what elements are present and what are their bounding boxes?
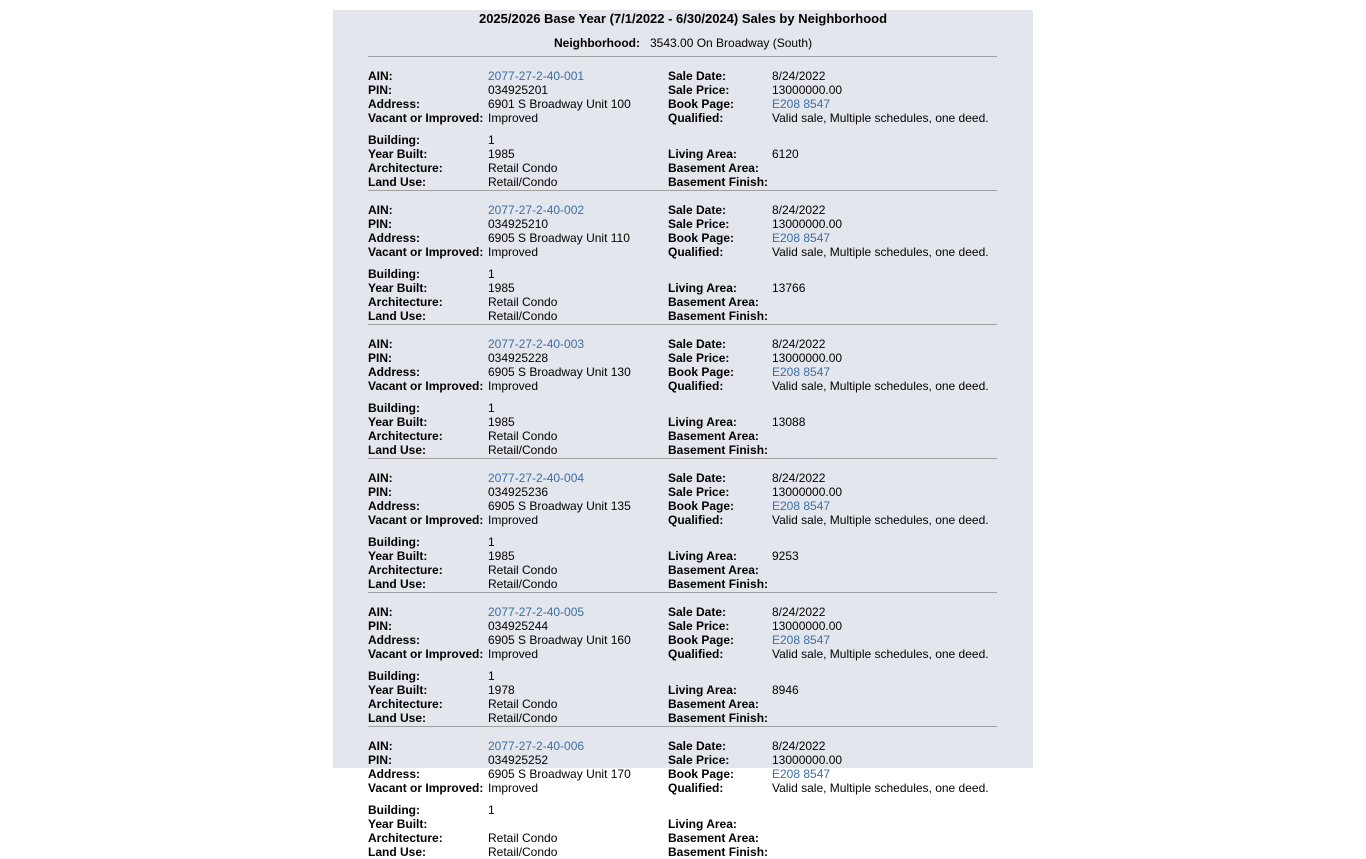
basement-area-label: Basement Area: — [668, 161, 759, 175]
basement-finish-label: Basement Finish: — [668, 175, 769, 189]
pin-label: PIN: — [368, 83, 392, 97]
address-label: Address: — [368, 633, 421, 647]
land-use-label: Land Use: — [368, 577, 427, 591]
year-built-value: 1985 — [488, 147, 515, 161]
report-page — [333, 10, 1033, 859]
address-label: Address: — [368, 499, 421, 513]
basement-area-label: Basement Area: — [668, 831, 759, 845]
address-label: Address: — [368, 231, 421, 245]
ain-link[interactable]: 2077-27-2-40-005 — [488, 605, 585, 619]
record-row — [368, 471, 1028, 485]
land-use-label: Land Use: — [368, 711, 427, 725]
living-area-value: 8946 — [772, 683, 799, 697]
land-use-value: Retail/Condo — [488, 845, 558, 859]
sale-price-label: Sale Price: — [668, 351, 730, 365]
address-value: 6905 S Broadway Unit 110 — [488, 231, 630, 245]
neighborhood-value: 3543.00 On Broadway (South) — [649, 36, 813, 50]
basement-area-label: Basement Area: — [668, 563, 759, 577]
record-row — [368, 767, 1028, 781]
record-row — [368, 231, 1028, 245]
record-row — [368, 203, 1028, 217]
record-row — [368, 563, 1028, 577]
land-use-value: Retail/Condo — [488, 443, 558, 457]
ain-link[interactable]: 2077-27-2-40-002 — [488, 203, 585, 217]
vacant-label: Vacant or Improved: — [368, 111, 484, 125]
record-row — [368, 499, 1028, 513]
record-row — [368, 619, 1028, 633]
sale-price-label: Sale Price: — [668, 83, 730, 97]
record-row — [368, 415, 1028, 429]
vacant-value: Improved — [488, 647, 539, 661]
sale-date-value: 8/24/2022 — [772, 739, 826, 753]
record-row — [368, 281, 1028, 295]
land-use-value: Retail/Condo — [488, 577, 558, 591]
book-page-link[interactable]: E208 8547 — [772, 767, 831, 781]
living-area-label: Living Area: — [668, 683, 737, 697]
address-value: 6901 S Broadway Unit 100 — [488, 97, 631, 111]
architecture-label: Architecture: — [368, 697, 443, 711]
book-page-label: Book Page: — [668, 365, 735, 379]
record-row — [368, 753, 1028, 767]
qualified-value: Valid sale, Multiple schedules, one deed. — [772, 111, 989, 125]
land-use-label: Land Use: — [368, 309, 427, 323]
record-row — [368, 69, 1028, 83]
pin-value: 034925228 — [488, 351, 549, 365]
book-page-label: Book Page: — [668, 231, 735, 245]
building-value: 1 — [488, 133, 495, 147]
basement-area-label: Basement Area: — [668, 429, 759, 443]
book-page-label: Book Page: — [668, 499, 735, 513]
sale-price-value: 13000000.00 — [772, 619, 843, 633]
architecture-value: Retail Condo — [488, 429, 558, 443]
record-row — [368, 711, 1028, 725]
record-row — [368, 831, 1028, 845]
ain-link[interactable]: 2077-27-2-40-003 — [488, 337, 585, 351]
sale-date-label: Sale Date: — [668, 605, 727, 619]
building-label: Building: — [368, 803, 420, 817]
architecture-label: Architecture: — [368, 563, 443, 577]
neighborhood-line — [554, 36, 812, 50]
land-use-label: Land Use: — [368, 443, 427, 457]
record-row — [368, 161, 1028, 175]
book-page-link[interactable]: E208 8547 — [772, 633, 831, 647]
pin-value: 034925201 — [488, 83, 549, 97]
record-row — [368, 245, 1028, 259]
vacant-label: Vacant or Improved: — [368, 379, 484, 393]
address-label: Address: — [368, 767, 421, 781]
building-label: Building: — [368, 401, 420, 415]
year-built-value: 1978 — [488, 683, 515, 697]
vacant-label: Vacant or Improved: — [368, 245, 484, 259]
sale-date-value: 8/24/2022 — [772, 471, 826, 485]
record-row — [368, 669, 1028, 683]
book-page-label: Book Page: — [668, 767, 735, 781]
address-value: 6905 S Broadway Unit 135 — [488, 499, 631, 513]
building-label: Building: — [368, 133, 420, 147]
basement-finish-label: Basement Finish: — [668, 443, 769, 457]
pin-value: 034925252 — [488, 753, 549, 767]
sale-date-label: Sale Date: — [668, 69, 727, 83]
record-row — [368, 485, 1028, 499]
living-area-label: Living Area: — [668, 549, 737, 563]
record-row — [368, 739, 1028, 753]
record-row — [368, 549, 1028, 563]
book-page-link[interactable]: E208 8547 — [772, 231, 831, 245]
qualified-label: Qualified: — [668, 647, 724, 661]
record-row — [368, 133, 1028, 147]
sale-price-label: Sale Price: — [668, 753, 730, 767]
architecture-value: Retail Condo — [488, 697, 558, 711]
year-built-label: Year Built: — [368, 817, 428, 831]
pin-label: PIN: — [368, 753, 392, 767]
land-use-value: Retail/Condo — [488, 175, 558, 189]
sale-price-value: 13000000.00 — [772, 485, 843, 499]
vacant-value: Improved — [488, 781, 539, 795]
record-row — [368, 379, 1028, 393]
record-row — [368, 683, 1028, 697]
sale-price-value: 13000000.00 — [772, 351, 843, 365]
vacant-value: Improved — [488, 513, 539, 527]
address-value: 6905 S Broadway Unit 170 — [488, 767, 631, 781]
year-built-label: Year Built: — [368, 281, 428, 295]
record-row — [368, 633, 1028, 647]
architecture-label: Architecture: — [368, 429, 443, 443]
record-row — [368, 111, 1028, 125]
land-use-label: Land Use: — [368, 845, 427, 859]
sale-record — [368, 725, 1028, 858]
ain-link[interactable]: 2077-27-2-40-001 — [488, 69, 585, 83]
record-row — [368, 647, 1028, 661]
sale-date-label: Sale Date: — [668, 471, 727, 485]
record-row — [368, 535, 1028, 549]
ain-label: AIN: — [368, 739, 393, 753]
address-label: Address: — [368, 365, 421, 379]
architecture-label: Architecture: — [368, 831, 443, 845]
book-page-link[interactable]: E208 8547 — [772, 365, 831, 379]
year-built-value: 1985 — [488, 415, 515, 429]
sale-date-value: 8/24/2022 — [772, 605, 826, 619]
basement-area-label: Basement Area: — [668, 697, 759, 711]
record-row — [368, 351, 1028, 365]
building-label: Building: — [368, 669, 420, 683]
book-page-link[interactable]: E208 8547 — [772, 499, 831, 513]
qualified-value: Valid sale, Multiple schedules, one deed. — [772, 379, 989, 393]
building-value: 1 — [488, 401, 495, 415]
vacant-value: Improved — [488, 379, 539, 393]
qualified-label: Qualified: — [668, 513, 724, 527]
vacant-label: Vacant or Improved: — [368, 513, 484, 527]
land-use-value: Retail/Condo — [488, 711, 558, 725]
pin-label: PIN: — [368, 351, 392, 365]
sale-record — [368, 189, 1028, 322]
year-built-label: Year Built: — [368, 549, 428, 563]
record-row — [368, 401, 1028, 415]
ain-label: AIN: — [368, 69, 393, 83]
vacant-label: Vacant or Improved: — [368, 781, 484, 795]
qualified-value: Valid sale, Multiple schedules, one deed. — [772, 781, 989, 795]
sale-date-value: 8/24/2022 — [772, 337, 826, 351]
record-row — [368, 365, 1028, 379]
building-label: Building: — [368, 267, 420, 281]
record-row — [368, 267, 1028, 281]
qualified-label: Qualified: — [668, 781, 724, 795]
ain-link[interactable]: 2077-27-2-40-004 — [488, 471, 585, 485]
building-label: Building: — [368, 535, 420, 549]
record-row — [368, 147, 1028, 161]
ain-label: AIN: — [368, 605, 393, 619]
architecture-value: Retail Condo — [488, 831, 558, 845]
living-area-label: Living Area: — [668, 147, 737, 161]
vacant-value: Improved — [488, 111, 539, 125]
pin-value: 034925210 — [488, 217, 549, 231]
address-value: 6905 S Broadway Unit 160 — [488, 633, 631, 647]
ain-label: AIN: — [368, 337, 393, 351]
sale-record — [368, 323, 1028, 456]
living-area-value: 6120 — [772, 147, 799, 161]
neighborhood-label: Neighborhood: — [554, 36, 640, 50]
pin-value: 034925236 — [488, 485, 549, 499]
address-label: Address: — [368, 97, 421, 111]
architecture-label: Architecture: — [368, 161, 443, 175]
sale-record — [368, 457, 1028, 590]
book-page-label: Book Page: — [668, 97, 735, 111]
year-built-value: 1985 — [488, 549, 515, 563]
sale-date-value: 8/24/2022 — [772, 203, 826, 217]
living-area-label: Living Area: — [668, 281, 737, 295]
pin-value: 034925244 — [488, 619, 549, 633]
sale-price-label: Sale Price: — [668, 619, 730, 633]
basement-area-label: Basement Area: — [668, 295, 759, 309]
record-row — [368, 83, 1028, 97]
address-value: 6905 S Broadway Unit 130 — [488, 365, 631, 379]
pin-label: PIN: — [368, 485, 392, 499]
sale-price-value: 13000000.00 — [772, 83, 843, 97]
year-built-label: Year Built: — [368, 147, 428, 161]
architecture-value: Retail Condo — [488, 563, 558, 577]
record-row — [368, 845, 1028, 859]
ain-label: AIN: — [368, 203, 393, 217]
sale-date-label: Sale Date: — [668, 203, 727, 217]
record-row — [368, 217, 1028, 231]
year-built-value: 1985 — [488, 281, 515, 295]
living-area-label: Living Area: — [668, 415, 737, 429]
qualified-label: Qualified: — [668, 379, 724, 393]
record-row — [368, 97, 1028, 111]
pin-label: PIN: — [368, 217, 392, 231]
ain-label: AIN: — [368, 471, 393, 485]
living-area-value: 13766 — [772, 281, 806, 295]
vacant-value: Improved — [488, 245, 539, 259]
qualified-label: Qualified: — [668, 245, 724, 259]
architecture-value: Retail Condo — [488, 161, 558, 175]
record-row — [368, 697, 1028, 711]
basement-finish-label: Basement Finish: — [668, 577, 769, 591]
building-value: 1 — [488, 669, 495, 683]
qualified-label: Qualified: — [668, 111, 724, 125]
qualified-value: Valid sale, Multiple schedules, one deed. — [772, 647, 989, 661]
basement-finish-label: Basement Finish: — [668, 845, 769, 859]
sale-price-value: 13000000.00 — [772, 217, 843, 231]
sale-date-label: Sale Date: — [668, 739, 727, 753]
building-value: 1 — [488, 267, 495, 281]
record-row — [368, 337, 1028, 351]
record-row — [368, 295, 1028, 309]
book-page-link[interactable]: E208 8547 — [772, 97, 831, 111]
record-row — [368, 513, 1028, 527]
living-area-label: Living Area: — [668, 817, 737, 831]
book-page-label: Book Page: — [668, 633, 735, 647]
qualified-value: Valid sale, Multiple schedules, one deed. — [772, 245, 989, 259]
pin-label: PIN: — [368, 619, 392, 633]
sale-date-value: 8/24/2022 — [772, 69, 826, 83]
basement-finish-label: Basement Finish: — [668, 309, 769, 323]
sale-date-label: Sale Date: — [668, 337, 727, 351]
sale-record — [368, 55, 1028, 188]
record-row — [368, 803, 1028, 817]
land-use-label: Land Use: — [368, 175, 427, 189]
record-row — [368, 175, 1028, 189]
building-value: 1 — [488, 803, 495, 817]
sale-price-label: Sale Price: — [668, 485, 730, 499]
architecture-label: Architecture: — [368, 295, 443, 309]
vacant-label: Vacant or Improved: — [368, 647, 484, 661]
record-row — [368, 577, 1028, 591]
year-built-label: Year Built: — [368, 683, 428, 697]
architecture-value: Retail Condo — [488, 295, 558, 309]
sale-price-value: 13000000.00 — [772, 753, 843, 767]
basement-finish-label: Basement Finish: — [668, 711, 769, 725]
ain-link[interactable]: 2077-27-2-40-006 — [488, 739, 585, 753]
page-title: 2025/2026 Base Year (7/1/2022 - 6/30/2024) Sales by Neighborhood — [478, 11, 888, 26]
record-row — [368, 605, 1028, 619]
qualified-value: Valid sale, Multiple schedules, one deed. — [772, 513, 989, 527]
sale-price-label: Sale Price: — [668, 217, 730, 231]
record-row — [368, 429, 1028, 443]
sale-record — [368, 591, 1028, 724]
building-value: 1 — [488, 535, 495, 549]
land-use-value: Retail/Condo — [488, 309, 558, 323]
record-row — [368, 817, 1028, 831]
living-area-value: 13088 — [772, 415, 806, 429]
record-row — [368, 781, 1028, 795]
record-row — [368, 443, 1028, 457]
living-area-value: 9253 — [772, 549, 799, 563]
record-row — [368, 309, 1028, 323]
year-built-label: Year Built: — [368, 415, 428, 429]
